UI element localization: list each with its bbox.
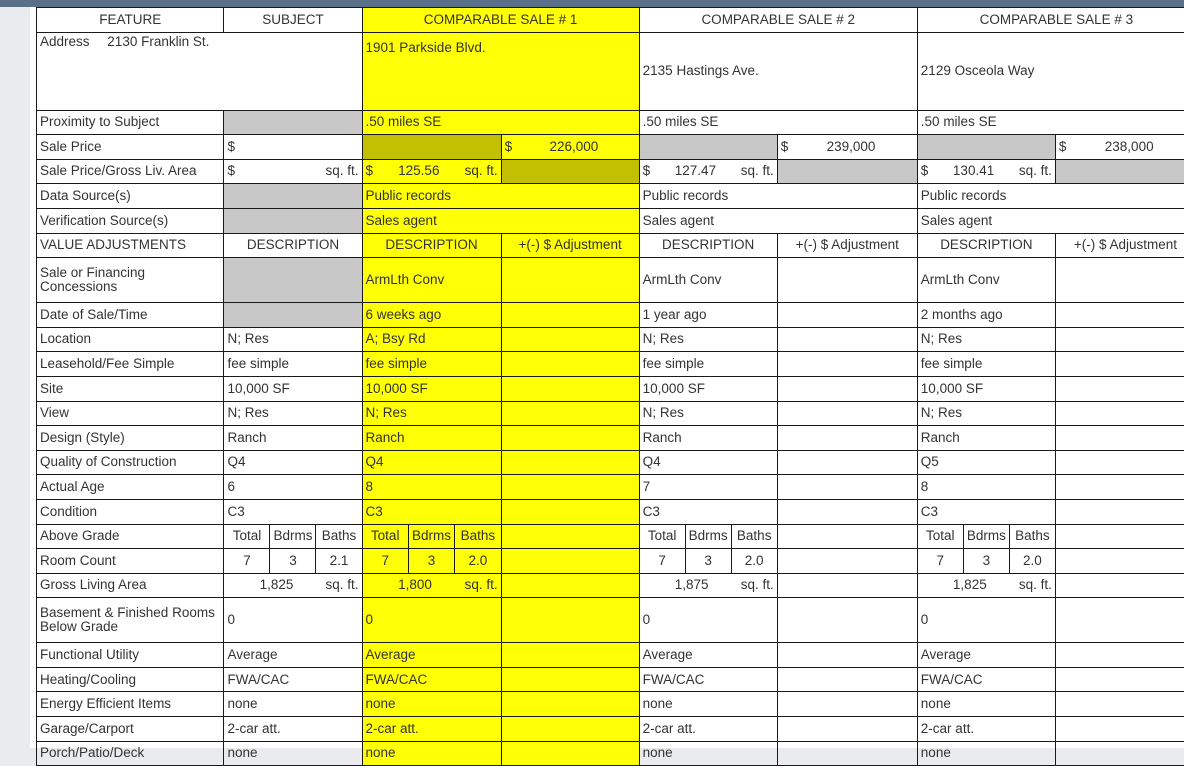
gla-value: 1,875 xyxy=(643,578,741,592)
unit-sqft: sq. ft. xyxy=(1019,578,1052,592)
comp2-adjustment xyxy=(777,524,917,549)
currency-symbol: $ xyxy=(643,164,651,178)
comp3-adjustment xyxy=(1055,667,1184,692)
comp2-proximity: .50 miles SE xyxy=(639,110,917,135)
row-label: Porch/Patio/Deck xyxy=(37,741,224,766)
comp2-price-per-gla-value: 127.47 xyxy=(650,164,741,178)
comp2-adjustment xyxy=(777,401,917,426)
subject-value xyxy=(224,303,362,328)
comp1-value: A; Bsy Rd xyxy=(362,327,501,352)
bdrms-value: 3 xyxy=(964,549,1010,573)
comp2-value: none xyxy=(639,692,777,717)
subject-value: 10,000 SF xyxy=(224,376,362,401)
comp3-price-per-gla-value: 130.41 xyxy=(928,164,1019,178)
comp2-value: N; Res xyxy=(639,401,777,426)
comp1-proximity: .50 miles SE xyxy=(362,110,639,135)
comp2-price-per-gla-adj xyxy=(777,159,917,184)
comp2-adjustment xyxy=(777,598,917,643)
data-source-row xyxy=(37,184,1184,209)
comp1-value: 8 xyxy=(362,475,501,500)
comp1-adjustment xyxy=(501,741,639,766)
comp1-adjustment xyxy=(501,401,639,426)
comp2-value: Ranch xyxy=(639,426,777,451)
value-adjustments-row xyxy=(37,233,1184,258)
subject-value xyxy=(224,258,362,303)
comp1-value: Q4 xyxy=(362,450,501,475)
address-row xyxy=(37,32,1184,110)
comp1-adjustment xyxy=(501,450,639,475)
bdrms-header: Bdrms xyxy=(964,525,1010,549)
comp2-verification: Sales agent xyxy=(639,208,917,233)
comp3-value: fee simple xyxy=(917,352,1055,377)
comp2-room-count xyxy=(639,549,777,574)
subject-description-header: DESCRIPTION xyxy=(224,233,362,258)
subject-value: fee simple xyxy=(224,352,362,377)
currency-symbol: $ xyxy=(227,139,235,154)
total-value: 7 xyxy=(363,549,409,573)
subject-proximity xyxy=(224,110,362,135)
comp1-data-source: Public records xyxy=(362,184,639,209)
comp1-verification: Sales agent xyxy=(362,208,639,233)
comp3-adjustment xyxy=(1055,475,1184,500)
comp2-adjustment xyxy=(777,549,917,574)
subject-price-per-gla xyxy=(224,159,362,184)
subject-sale-price xyxy=(224,135,362,160)
subject-value: 6 xyxy=(224,475,362,500)
baths-header: Baths xyxy=(455,525,500,549)
comp3-value: 2 months ago xyxy=(917,303,1055,328)
row-label: Basement & Finished Rooms Below Grade xyxy=(37,598,224,643)
comp3-adjustment xyxy=(1055,573,1184,598)
header-comp2: COMPARABLE SALE # 2 xyxy=(639,8,917,33)
header-feature: FEATURE xyxy=(37,8,224,33)
comp2-adjustment xyxy=(777,692,917,717)
subject-value: FWA/CAC xyxy=(224,667,362,692)
comp2-adjustment xyxy=(777,573,917,598)
comp1-value: 0 xyxy=(362,598,501,643)
row-label: View xyxy=(37,401,224,426)
comp3-value: Average xyxy=(917,643,1055,668)
comp1-adjustment xyxy=(501,717,639,742)
comp3-adjustment xyxy=(1055,549,1184,574)
total-value: 7 xyxy=(918,549,964,573)
total-value: 7 xyxy=(640,549,686,573)
baths-header: Baths xyxy=(732,525,777,549)
top-bar xyxy=(0,0,1184,7)
comp3-adjustment xyxy=(1055,376,1184,401)
data-source-label: Data Source(s) xyxy=(37,184,224,209)
room-count-row xyxy=(37,549,1184,574)
comp2-above-grade xyxy=(639,524,777,549)
row-label: Actual Age xyxy=(37,475,224,500)
comp3-adjustment xyxy=(1055,303,1184,328)
comp3-value: ArmLth Conv xyxy=(917,258,1055,303)
value-adjustments-label: VALUE ADJUSTMENTS xyxy=(37,233,224,258)
comp3-adjustment xyxy=(1055,327,1184,352)
comp3-value: N; Res xyxy=(917,401,1055,426)
comp2-value: Average xyxy=(639,643,777,668)
total-header: Total xyxy=(640,525,686,549)
baths-value: 2.1 xyxy=(316,549,361,573)
row-label: Leasehold/Fee Simple xyxy=(37,352,224,377)
comp2-adjustment xyxy=(777,303,917,328)
total-header: Total xyxy=(363,525,409,549)
comp1-adjustment xyxy=(501,573,639,598)
comp2-value: ArmLth Conv xyxy=(639,258,777,303)
comp2-adjustment xyxy=(777,450,917,475)
comp3-adjustment xyxy=(1055,524,1184,549)
baths-value: 2.0 xyxy=(455,549,500,573)
gla-label: Gross Living Area xyxy=(37,573,224,598)
total-header: Total xyxy=(918,525,964,549)
comp1-adjustment xyxy=(501,643,639,668)
comp2-address: 2135 Hastings Ave. xyxy=(639,32,917,110)
comp2-sale-price-desc xyxy=(639,135,777,160)
row-label: Site xyxy=(37,376,224,401)
comp3-adjustment xyxy=(1055,450,1184,475)
row-label: Design (Style) xyxy=(37,426,224,451)
comp3-value: N; Res xyxy=(917,327,1055,352)
unit-sqft: sq. ft. xyxy=(465,164,498,178)
comp1-room-count xyxy=(362,549,501,574)
subject-value: none xyxy=(224,741,362,766)
comp2-adjustment xyxy=(777,376,917,401)
bdrms-header: Bdrms xyxy=(686,525,732,549)
unit-sqft: sq. ft. xyxy=(741,578,774,592)
total-header: Total xyxy=(224,525,270,549)
header-comp1: COMPARABLE SALE # 1 xyxy=(362,8,639,33)
comp1-price-per-gla-value: 125.56 xyxy=(373,164,465,178)
total-value: 7 xyxy=(224,549,270,573)
comp3-adjustment-header: +(-) $ Adjustment xyxy=(1055,233,1184,258)
comp3-value: Ranch xyxy=(917,426,1055,451)
subject-value: Average xyxy=(224,643,362,668)
room-count-label: Room Count xyxy=(37,549,224,574)
comp1-value: Ranch xyxy=(362,426,501,451)
comp1-adjustment xyxy=(501,667,639,692)
header-subject: SUBJECT xyxy=(224,8,362,33)
comp2-value: none xyxy=(639,741,777,766)
row-label: Sale or Financing Concessions xyxy=(37,258,224,303)
currency-symbol: $ xyxy=(1059,140,1067,154)
currency-symbol: $ xyxy=(781,140,789,154)
comp1-sale-price-value: 226,000 xyxy=(512,140,636,154)
concessions-row xyxy=(37,258,1184,303)
comp1-value: ArmLth Conv xyxy=(362,258,501,303)
baths-header: Baths xyxy=(316,525,361,549)
comp1-value: FWA/CAC xyxy=(362,667,501,692)
basement-row xyxy=(37,598,1184,643)
comp1-description-header: DESCRIPTION xyxy=(362,233,501,258)
comp3-proximity: .50 miles SE xyxy=(917,110,1184,135)
comp2-gla xyxy=(639,573,777,598)
comp2-value: 10,000 SF xyxy=(639,376,777,401)
comp1-address: 1901 Parkside Blvd. xyxy=(362,32,639,110)
actual-age-row xyxy=(37,475,1184,500)
price-per-gla-label: Sale Price/Gross Liv. Area xyxy=(37,159,224,184)
currency-symbol: $ xyxy=(921,164,929,178)
porch-row xyxy=(37,741,1184,766)
header-comp3: COMPARABLE SALE # 3 xyxy=(917,8,1184,33)
comp3-adjustment xyxy=(1055,401,1184,426)
comp1-adjustment xyxy=(501,692,639,717)
comp2-adjustment xyxy=(777,643,917,668)
row-label: Functional Utility xyxy=(37,643,224,668)
address-subject-cell xyxy=(37,32,363,110)
subject-verification xyxy=(224,208,362,233)
comp2-value: 1 year ago xyxy=(639,303,777,328)
comp1-adjustment xyxy=(501,327,639,352)
sale-price-label: Sale Price xyxy=(37,135,224,160)
comp1-adjustment xyxy=(501,258,639,303)
comp1-price-per-gla xyxy=(362,159,501,184)
comp3-value: 8 xyxy=(917,475,1055,500)
row-label: Condition xyxy=(37,499,224,524)
leasehold-row xyxy=(37,352,1184,377)
comp3-adjustment xyxy=(1055,717,1184,742)
row-label: Date of Sale/Time xyxy=(37,303,224,328)
comp2-value: fee simple xyxy=(639,352,777,377)
comp2-data-source: Public records xyxy=(639,184,917,209)
comp3-description-header: DESCRIPTION xyxy=(917,233,1055,258)
verification-label: Verification Source(s) xyxy=(37,208,224,233)
condition-row xyxy=(37,499,1184,524)
comp2-price-per-gla xyxy=(639,159,777,184)
comp2-adjustment xyxy=(777,499,917,524)
comp3-value: none xyxy=(917,692,1055,717)
comp3-adjustment xyxy=(1055,598,1184,643)
subject-value: 0 xyxy=(224,598,362,643)
comp2-value: C3 xyxy=(639,499,777,524)
subject-above-grade xyxy=(224,524,362,549)
above-grade-label: Above Grade xyxy=(37,524,224,549)
comp3-adjustment xyxy=(1055,643,1184,668)
comp3-adjustment xyxy=(1055,692,1184,717)
comp3-room-count xyxy=(917,549,1055,574)
baths-value: 2.0 xyxy=(732,549,777,573)
row-label: Energy Efficient Items xyxy=(37,692,224,717)
subject-value: C3 xyxy=(224,499,362,524)
verification-row xyxy=(37,208,1184,233)
row-label: Garage/Carport xyxy=(37,717,224,742)
comp2-adjustment xyxy=(777,327,917,352)
comp2-value: 0 xyxy=(639,598,777,643)
subject-value: N; Res xyxy=(224,401,362,426)
comp2-sale-price-value: 239,000 xyxy=(788,140,914,154)
comp2-description-header: DESCRIPTION xyxy=(639,233,777,258)
comp1-adjustment xyxy=(501,549,639,574)
comp1-adjustment xyxy=(501,598,639,643)
comp1-value: N; Res xyxy=(362,401,501,426)
comp2-adjustment xyxy=(777,352,917,377)
bdrms-header: Bdrms xyxy=(270,525,316,549)
comp1-sale-price-desc xyxy=(362,135,501,160)
subject-value: 2-car att. xyxy=(224,717,362,742)
view-row xyxy=(37,401,1184,426)
subject-value: none xyxy=(224,692,362,717)
comp2-adjustment xyxy=(777,475,917,500)
comp3-adjustment xyxy=(1055,352,1184,377)
comp2-adjustment-header: +(-) $ Adjustment xyxy=(777,233,917,258)
comp3-value: 2-car att. xyxy=(917,717,1055,742)
comp3-value: 0 xyxy=(917,598,1055,643)
proximity-label: Proximity to Subject xyxy=(37,110,224,135)
comp3-sale-price-desc xyxy=(917,135,1055,160)
unit-sqft: sq. ft. xyxy=(1019,164,1052,178)
energy-efficient-row xyxy=(37,692,1184,717)
above-grade-row xyxy=(37,524,1184,549)
site-row xyxy=(37,376,1184,401)
comp2-sale-price xyxy=(777,135,917,160)
comp2-value: FWA/CAC xyxy=(639,667,777,692)
comp1-value: 10,000 SF xyxy=(362,376,501,401)
comp2-adjustment xyxy=(777,741,917,766)
bdrms-value: 3 xyxy=(270,549,316,573)
comp3-value: C3 xyxy=(917,499,1055,524)
header-row xyxy=(37,8,1184,33)
subject-gla xyxy=(224,573,362,598)
row-label: Location xyxy=(37,327,224,352)
comp1-adjustment xyxy=(501,426,639,451)
gla-value: 1,800 xyxy=(366,578,465,592)
subject-value: N; Res xyxy=(224,327,362,352)
subject-data-source xyxy=(224,184,362,209)
comp1-value: none xyxy=(362,741,501,766)
comp1-adjustment xyxy=(501,475,639,500)
comp1-adjustment xyxy=(501,524,639,549)
row-label: Heating/Cooling xyxy=(37,667,224,692)
date-of-sale-row xyxy=(37,303,1184,328)
comp1-adjustment xyxy=(501,376,639,401)
comp3-value: Q5 xyxy=(917,450,1055,475)
comp1-value: 2-car att. xyxy=(362,717,501,742)
location-row xyxy=(37,327,1184,352)
comp1-gla xyxy=(362,573,501,598)
comp3-adjustment xyxy=(1055,258,1184,303)
baths-value: 2.0 xyxy=(1010,549,1055,573)
comp3-price-per-gla-adj xyxy=(1055,159,1184,184)
gla-value: 1,825 xyxy=(227,578,325,592)
comp1-price-per-gla-adj xyxy=(501,159,639,184)
comp2-adjustment xyxy=(777,717,917,742)
gla-row xyxy=(37,573,1184,598)
sale-price-row xyxy=(37,135,1184,160)
comp3-price-per-gla xyxy=(917,159,1055,184)
comp1-value: fee simple xyxy=(362,352,501,377)
comp3-value: FWA/CAC xyxy=(917,667,1055,692)
comp2-value: Q4 xyxy=(639,450,777,475)
comp3-data-source: Public records xyxy=(917,184,1184,209)
comp1-sale-price xyxy=(501,135,639,160)
comp3-adjustment xyxy=(1055,741,1184,766)
comp3-value: 10,000 SF xyxy=(917,376,1055,401)
quality-row xyxy=(37,450,1184,475)
comp1-value: C3 xyxy=(362,499,501,524)
comp3-address: 2129 Osceola Way xyxy=(917,32,1184,110)
bdrms-value: 3 xyxy=(686,549,732,573)
functional-utility-row xyxy=(37,643,1184,668)
comp3-sale-price xyxy=(1055,135,1184,160)
comp2-adjustment xyxy=(777,426,917,451)
comp1-value: none xyxy=(362,692,501,717)
comp2-value: 7 xyxy=(639,475,777,500)
currency-symbol: $ xyxy=(366,164,374,178)
subject-room-count xyxy=(224,549,362,574)
garage-row xyxy=(37,717,1184,742)
unit-sqft: sq. ft. xyxy=(741,164,774,178)
comp3-sale-price-value: 238,000 xyxy=(1066,140,1184,154)
subject-value: Q4 xyxy=(224,450,362,475)
price-per-gla-row xyxy=(37,159,1184,184)
row-label: Quality of Construction xyxy=(37,450,224,475)
proximity-row xyxy=(37,110,1184,135)
comp1-adjustment-header: +(-) $ Adjustment xyxy=(501,233,639,258)
unit-sqft: sq. ft. xyxy=(465,578,498,592)
baths-header: Baths xyxy=(1010,525,1055,549)
heating-cooling-row xyxy=(37,667,1184,692)
unit-sqft: sq. ft. xyxy=(326,578,359,592)
comp3-gla xyxy=(917,573,1055,598)
comp1-adjustment xyxy=(501,499,639,524)
comp1-above-grade xyxy=(362,524,501,549)
comp3-verification: Sales agent xyxy=(917,208,1184,233)
sales-comparison-grid xyxy=(36,7,1184,766)
comp1-value: Average xyxy=(362,643,501,668)
bdrms-header: Bdrms xyxy=(409,525,455,549)
currency-symbol: $ xyxy=(227,164,235,178)
comp1-adjustment xyxy=(501,303,639,328)
comp2-adjustment xyxy=(777,258,917,303)
subject-value: Ranch xyxy=(224,426,362,451)
subject-address: 2130 Franklin St. xyxy=(107,34,209,49)
currency-symbol: $ xyxy=(505,140,513,154)
comp3-adjustment xyxy=(1055,499,1184,524)
unit-sqft: sq. ft. xyxy=(326,164,359,178)
comp2-value: 2-car att. xyxy=(639,717,777,742)
comp1-adjustment xyxy=(501,352,639,377)
design-row xyxy=(37,426,1184,451)
address-label: Address xyxy=(40,34,90,49)
comp2-value: N; Res xyxy=(639,327,777,352)
comp2-adjustment xyxy=(777,667,917,692)
comp3-above-grade xyxy=(917,524,1055,549)
bdrms-value: 3 xyxy=(409,549,455,573)
gla-value: 1,825 xyxy=(921,578,1019,592)
comp1-value: 6 weeks ago xyxy=(362,303,501,328)
comp3-adjustment xyxy=(1055,426,1184,451)
comp3-value: none xyxy=(917,741,1055,766)
